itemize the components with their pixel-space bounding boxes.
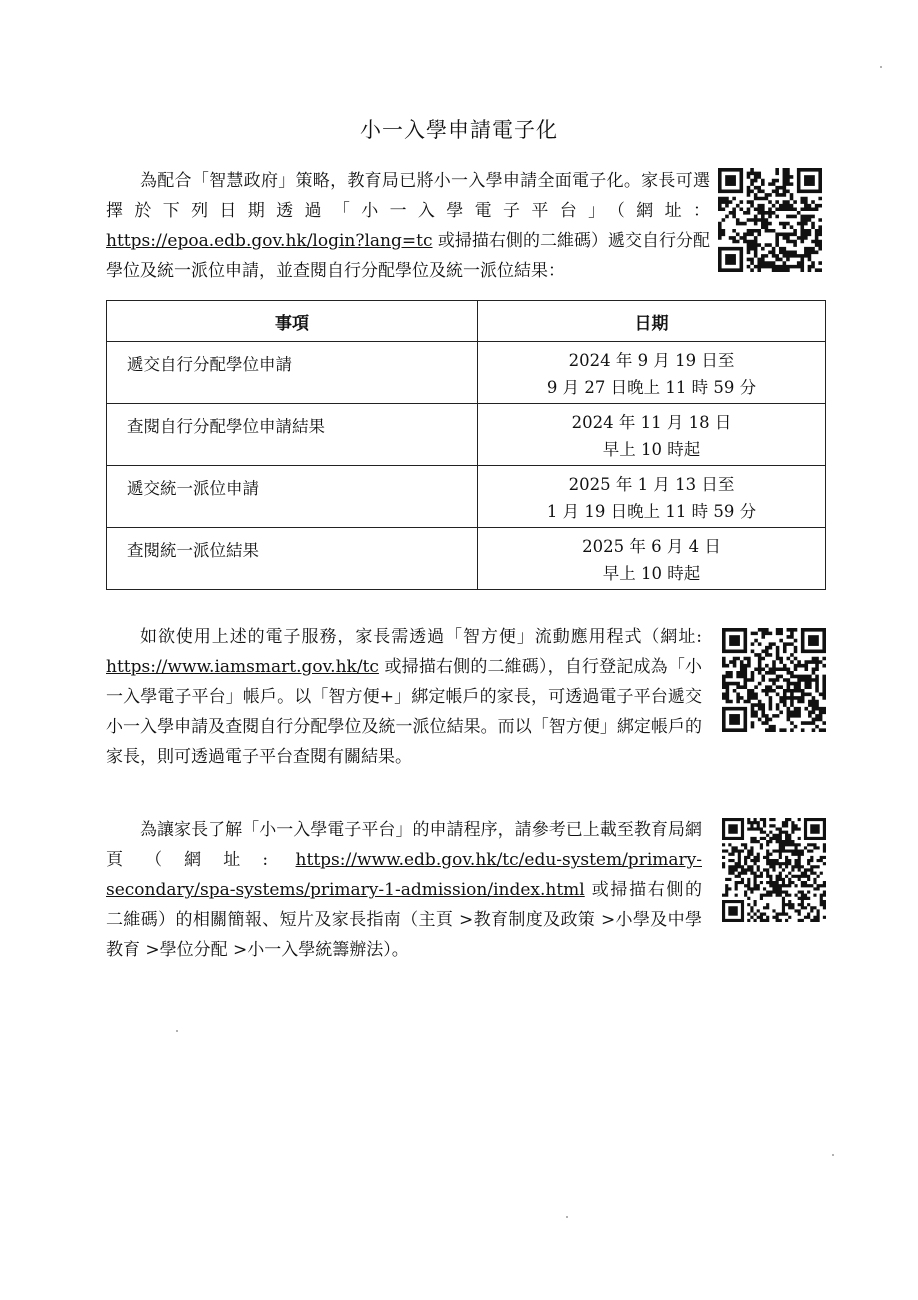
intro-paragraph bbox=[106, 166, 710, 286]
iamsmart-text-after: 或掃描右側的二維碼），自行登記成為「小一入學電子平台」帳戶。以「智方便+」綁定帳戶的家長，可透過電子平台遞交小一入學申請及查閱自行分配學位及統一派位結果。而以「智方便」綁定帳戶的家長，則可透過電子平台查閱有關結果。 bbox=[106, 657, 702, 767]
table-row bbox=[107, 466, 826, 528]
date-line: 2024 年 9 月 19 日至 bbox=[568, 351, 735, 370]
row-item: 遞交統一派位申請 bbox=[107, 466, 478, 528]
table-row bbox=[107, 342, 826, 404]
date-line: 9 月 27 日晚上 11 時 59 分 bbox=[546, 378, 757, 397]
scan-speck bbox=[566, 1216, 568, 1218]
epoa-link[interactable]: https://epoa.edb.gov.hk/login?lang=tc bbox=[106, 231, 433, 251]
iamsmart-link[interactable]: https://www.iamsmart.gov.hk/tc bbox=[106, 657, 379, 677]
edb-qr-code bbox=[722, 818, 826, 922]
row-date bbox=[478, 404, 826, 466]
header-item: 事項 bbox=[107, 301, 478, 342]
table-row bbox=[107, 404, 826, 466]
edb-text-after: 或掃描右側的二維碼）的相關簡報、短片及家長指南（主頁 >教育制度及政策 >小學及中學教育 >學位分配 >小一入學統籌辦法）。 bbox=[106, 880, 702, 960]
intro-text-after: 或掃描右側的二維碼）遞交自行分配學位及統一派位申請，並查閱自行分配學位及統一派位結果： bbox=[106, 231, 710, 281]
iamsmart-paragraph bbox=[106, 622, 702, 772]
schedule-table bbox=[106, 300, 826, 590]
date-line: 2025 年 1 月 13 日至 bbox=[568, 475, 735, 494]
date-line: 1 月 19 日晚上 11 時 59 分 bbox=[546, 502, 757, 521]
row-item: 查閱統一派位結果 bbox=[107, 528, 478, 590]
edb-paragraph bbox=[106, 815, 702, 965]
row-item: 查閱自行分配學位申請結果 bbox=[107, 404, 478, 466]
intro-text-before: 為配合「智慧政府」策略，教育局已將小一入學申請全面電子化。家長可選擇於下列日期透過「小一入學電子平台」（網址： bbox=[106, 171, 710, 221]
scan-speck bbox=[176, 1030, 178, 1032]
header-date: 日期 bbox=[478, 301, 826, 342]
iamsmart-text-before: 如欲使用上述的電子服務，家長需透過「智方便」流動應用程式（網址: bbox=[140, 627, 702, 647]
epoa-qr-code bbox=[718, 168, 822, 272]
date-line: 早上 10 時起 bbox=[602, 440, 701, 459]
scan-speck bbox=[832, 1154, 834, 1156]
iamsmart-qr-code bbox=[722, 628, 826, 732]
date-line: 早上 10 時起 bbox=[602, 564, 701, 583]
table-row bbox=[107, 528, 826, 590]
date-line: 2024 年 11 月 18 日 bbox=[571, 413, 732, 432]
row-item: 遞交自行分配學位申請 bbox=[107, 342, 478, 404]
row-date bbox=[478, 528, 826, 590]
edb-link[interactable]: https://www.edb.gov.hk/tc/edu-system/primary-secondary/spa-systems/primary-1-admission/index.html bbox=[106, 850, 702, 900]
page-title: 小一入學申請電子化 bbox=[360, 118, 558, 142]
scan-speck bbox=[880, 66, 882, 68]
row-date bbox=[478, 466, 826, 528]
date-line: 2025 年 6 月 4 日 bbox=[582, 537, 721, 556]
row-date bbox=[478, 342, 826, 404]
edb-text-before: 為讓家長了解「小一入學電子平台」的申請程序，請參考已上載至教育局網頁（網址: bbox=[106, 820, 702, 870]
table-header-row bbox=[107, 301, 826, 342]
